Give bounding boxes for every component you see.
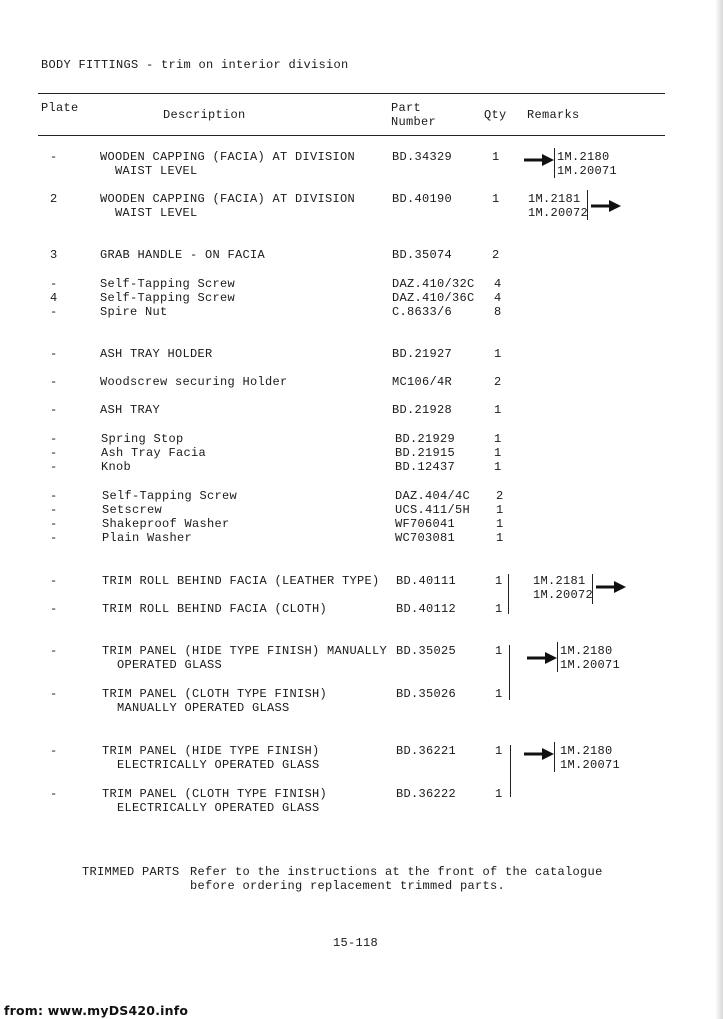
- row-qty: 1: [492, 192, 500, 206]
- row-remark: 1M.20071: [560, 758, 621, 772]
- row-description: Ash Tray Facia: [101, 446, 207, 460]
- row-description: ASH TRAY HOLDER: [100, 347, 213, 361]
- row-qty: 4: [494, 291, 502, 305]
- row-plate: 3: [50, 248, 58, 262]
- remark-bracket: [592, 574, 593, 604]
- row-description: TRIM PANEL (CLOTH TYPE FINISH): [102, 687, 328, 701]
- row-qty: 8: [494, 305, 502, 319]
- row-description: TRIM ROLL BEHIND FACIA (CLOTH): [102, 602, 328, 616]
- source-footer: from: www.myDS420.info: [4, 1003, 189, 1018]
- row-part-number: WF706041: [395, 517, 456, 531]
- row-part-number: BD.35025: [396, 644, 457, 658]
- row-part-number: BD.36221: [396, 744, 457, 758]
- row-part-number: BD.21928: [392, 403, 453, 417]
- row-part-number: BD.34329: [392, 150, 453, 164]
- row-description: Knob: [101, 460, 132, 474]
- row-part-number: BD.12437: [395, 460, 456, 474]
- row-plate: -: [50, 787, 58, 801]
- row-remark: 1M.2181: [528, 192, 581, 206]
- row-plate: -: [50, 517, 58, 531]
- note-line-1: Refer to the instructions at the front of the catalogue: [190, 865, 603, 879]
- row-description: Spire Nut: [100, 305, 168, 319]
- row-description: Self-Tapping Screw: [102, 489, 238, 503]
- row-part-number: DAZ.410/32C: [392, 277, 475, 291]
- scan-edge-shadow: [715, 0, 723, 1019]
- arrow-right-icon: [524, 748, 554, 760]
- row-plate: -: [50, 489, 58, 503]
- row-qty: 1: [496, 503, 504, 517]
- row-qty: 1: [495, 574, 503, 588]
- row-description: WOODEN CAPPING (FACIA) AT DIVISION: [100, 150, 356, 164]
- row-part-number: DAZ.410/36C: [392, 291, 475, 305]
- row-qty: 4: [494, 277, 502, 291]
- row-plate: -: [50, 460, 58, 474]
- row-plate: -: [50, 277, 58, 291]
- row-description: ASH TRAY: [100, 403, 161, 417]
- row-plate: -: [50, 687, 58, 701]
- row-part-number: BD.40111: [396, 574, 457, 588]
- row-description: Setscrew: [102, 503, 163, 517]
- header-number: Number: [391, 115, 437, 129]
- row-part-number: C.8633/6: [392, 305, 453, 319]
- row-description: Self-Tapping Screw: [100, 291, 236, 305]
- row-part-number: BD.40190: [392, 192, 453, 206]
- row-description: Shakeproof Washer: [102, 517, 230, 531]
- row-plate: -: [50, 375, 58, 389]
- arrow-right-icon: [524, 154, 554, 166]
- arrow-right-icon: [527, 652, 557, 664]
- row-description: Spring Stop: [101, 432, 184, 446]
- row-plate: -: [50, 574, 58, 588]
- row-plate: -: [50, 503, 58, 517]
- row-plate: -: [50, 305, 58, 319]
- remark-bracket: [554, 742, 555, 772]
- row-plate: -: [50, 744, 58, 758]
- row-description: TRIM PANEL (HIDE TYPE FINISH): [102, 744, 320, 758]
- header-part: Part: [391, 101, 422, 115]
- remark-bracket: [587, 190, 588, 220]
- remark-bracket: [557, 642, 558, 672]
- row-description: TRIM PANEL (HIDE TYPE FINISH) MANUALLY: [102, 644, 388, 658]
- note-label: TRIMMED PARTS: [82, 865, 180, 879]
- row-remark: 1M.2180: [560, 744, 613, 758]
- row-qty: 1: [495, 787, 503, 801]
- row-description: ELECTRICALLY OPERATED GLASS: [102, 758, 320, 772]
- row-part-number: UCS.411/5H: [395, 503, 471, 517]
- row-qty: 1: [494, 460, 502, 474]
- row-description: Woodscrew securing Holder: [100, 375, 288, 389]
- row-part-number: DAZ.404/4C: [395, 489, 471, 503]
- row-description: TRIM PANEL (CLOTH TYPE FINISH): [102, 787, 328, 801]
- row-remark: 1M.20071: [557, 164, 618, 178]
- row-qty: 1: [496, 531, 504, 545]
- remark-bracket: [554, 148, 555, 178]
- row-part-number: WC703081: [395, 531, 456, 545]
- row-remark: 1M.2181: [533, 574, 586, 588]
- row-description: WOODEN CAPPING (FACIA) AT DIVISION: [100, 192, 356, 206]
- row-qty: 2: [496, 489, 504, 503]
- row-plate: -: [50, 432, 58, 446]
- row-remark: 1M.20072: [528, 206, 589, 220]
- page-title: BODY FITTINGS - trim on interior division: [41, 58, 349, 72]
- header-qty: Qty: [484, 108, 507, 122]
- row-description: WAIST LEVEL: [100, 164, 198, 178]
- row-qty: 1: [495, 687, 503, 701]
- page-number: 15-118: [333, 936, 379, 950]
- row-description: TRIM ROLL BEHIND FACIA (LEATHER TYPE): [102, 574, 380, 588]
- row-qty: 1: [494, 403, 502, 417]
- row-plate: 4: [50, 291, 58, 305]
- row-qty: 1: [495, 644, 503, 658]
- row-part-number: BD.35074: [392, 248, 453, 262]
- row-description: OPERATED GLASS: [102, 658, 223, 672]
- row-description: MANUALLY OPERATED GLASS: [102, 701, 290, 715]
- row-part-number: BD.35026: [396, 687, 457, 701]
- row-plate: -: [50, 150, 58, 164]
- row-qty: 1: [496, 517, 504, 531]
- row-part-number: BD.21929: [395, 432, 456, 446]
- row-remark: 1M.2180: [560, 644, 613, 658]
- row-remark: 1M.2180: [557, 150, 610, 164]
- arrow-right-icon: [596, 581, 626, 593]
- header-top-rule: [38, 93, 665, 94]
- row-qty: 1: [494, 446, 502, 460]
- row-description: WAIST LEVEL: [100, 206, 198, 220]
- row-plate: -: [50, 446, 58, 460]
- row-qty: 1: [494, 347, 502, 361]
- row-qty: 1: [494, 432, 502, 446]
- row-plate: -: [50, 531, 58, 545]
- row-qty: 2: [494, 375, 502, 389]
- row-description: GRAB HANDLE - ON FACIA: [100, 248, 266, 262]
- header-remarks: Remarks: [527, 108, 580, 122]
- row-plate: -: [50, 644, 58, 658]
- row-part-number: BD.40112: [396, 602, 457, 616]
- row-plate: 2: [50, 192, 58, 206]
- row-qty: 2: [492, 248, 500, 262]
- row-qty: 1: [495, 602, 503, 616]
- header-bottom-rule: [38, 135, 665, 136]
- row-part-number: BD.36222: [396, 787, 457, 801]
- row-plate: -: [50, 347, 58, 361]
- row-plate: -: [50, 403, 58, 417]
- row-part-number: BD.21915: [395, 446, 456, 460]
- row-description: ELECTRICALLY OPERATED GLASS: [102, 801, 320, 815]
- qty-group-bracket: [510, 745, 511, 797]
- row-part-number: MC106/4R: [392, 375, 453, 389]
- row-description: Plain Washer: [102, 531, 193, 545]
- qty-group-bracket: [509, 645, 510, 700]
- header-description: Description: [163, 108, 246, 122]
- row-part-number: BD.21927: [392, 347, 453, 361]
- row-plate: -: [50, 602, 58, 616]
- qty-group-bracket: [508, 574, 509, 614]
- note-line-2: before ordering replacement trimmed parts.: [190, 879, 506, 893]
- row-qty: 1: [495, 744, 503, 758]
- row-description: Self-Tapping Screw: [100, 277, 236, 291]
- header-plate: Plate: [41, 101, 79, 115]
- row-remark: 1M.20072: [533, 588, 594, 602]
- row-remark: 1M.20071: [560, 658, 621, 672]
- row-qty: 1: [492, 150, 500, 164]
- arrow-right-icon: [591, 200, 621, 212]
